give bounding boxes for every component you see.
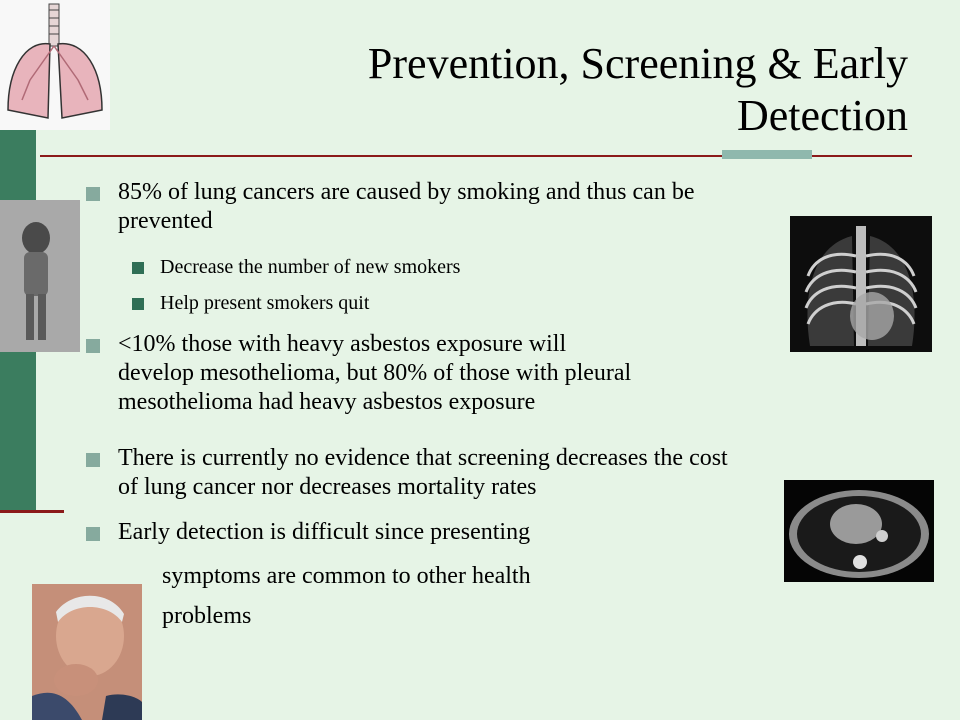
- early-detection-continuation-1: symptoms are common to other health: [162, 563, 531, 589]
- left-accent-red-line: [0, 510, 64, 513]
- bullet-marker: [86, 187, 100, 201]
- bullet-text: There is currently no evidence that screening decreases the cost of lung cancer nor decreases mortality rates: [118, 445, 728, 500]
- bullet-text: Early detection is difficult since presenting: [118, 519, 531, 545]
- child-photo: [0, 200, 80, 352]
- slide-title: [200, 38, 908, 142]
- slide-title-line-1: Prevention, Screening & Early: [367, 39, 908, 88]
- sub-bullet-text: Decrease the number of new smokers: [160, 256, 461, 278]
- sub-bullet-marker: [132, 262, 144, 274]
- bullet-smoking: [86, 178, 906, 236]
- lungs-illustration: [0, 0, 110, 130]
- sub-bullet-marker: [132, 298, 144, 310]
- early-detection-continuation-2: problems: [162, 603, 252, 629]
- sub-bullet-quit: [132, 290, 732, 316]
- sub-bullet-text: Help present smokers quit: [160, 292, 370, 314]
- title-accent-bar: [722, 150, 812, 159]
- chest-xray-image: [790, 216, 932, 352]
- slide-title-line-2: Detection: [736, 91, 908, 140]
- man-coughing-photo: [32, 584, 142, 720]
- bullet-text: <10% those with heavy asbestos exposure will develop mesothelioma, but 80% of those with pleural mesothelioma had heavy asbestos exposure: [118, 331, 632, 415]
- bullet-screening: [86, 444, 946, 502]
- sub-bullet-new-smokers: [132, 254, 732, 280]
- bullet-marker: [86, 339, 100, 353]
- bullet-marker: [86, 527, 100, 541]
- bullet-asbestos: [86, 330, 806, 417]
- bullet-text: 85% of lung cancers are caused by smoking and thus can be prevented: [118, 179, 695, 234]
- bullet-early-detection: [86, 518, 726, 547]
- bullet-marker: [86, 453, 100, 467]
